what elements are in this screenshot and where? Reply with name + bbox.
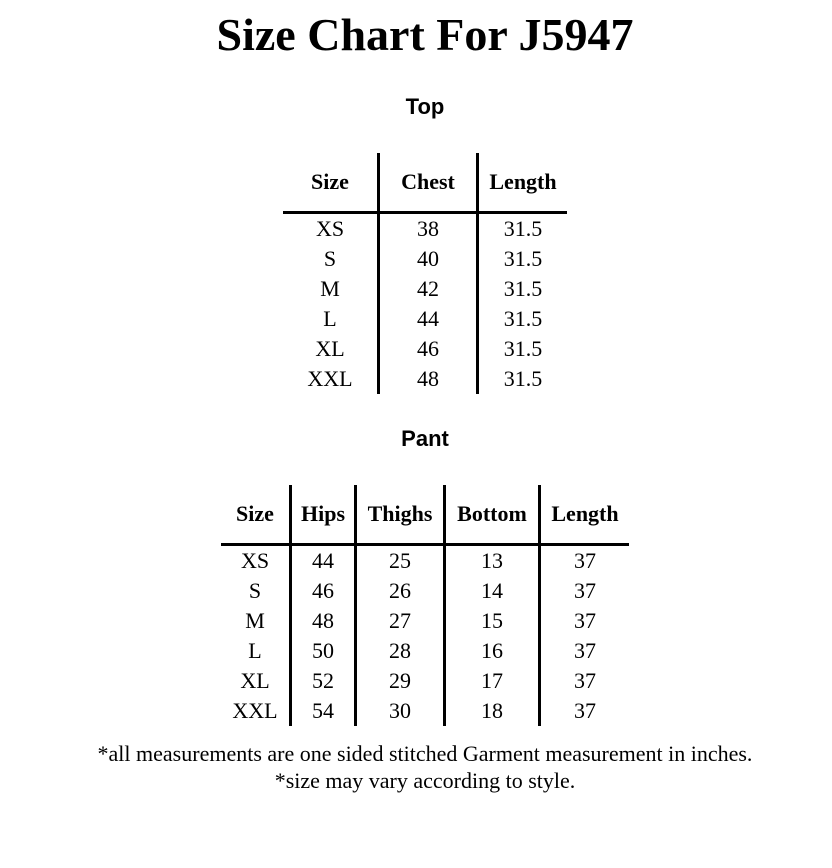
table-row xyxy=(221,666,629,696)
size-variance-footnote: *size may vary according to style. xyxy=(274,768,576,793)
table-cell: 44 xyxy=(291,545,356,577)
table-cell: 29 xyxy=(356,666,445,696)
table-cell: 48 xyxy=(291,606,356,636)
table-cell: 18 xyxy=(445,696,540,726)
table-cell: 13 xyxy=(445,545,540,577)
table-cell: 37 xyxy=(540,545,630,577)
table-cell: XS xyxy=(240,548,270,573)
table-cell: 30 xyxy=(356,696,445,726)
table-cell: M xyxy=(245,608,265,633)
pant-size-table xyxy=(221,485,629,726)
table-row xyxy=(221,636,629,666)
top-size-table xyxy=(283,153,567,394)
column-header-bottom: Bottom xyxy=(445,485,540,545)
table-row xyxy=(283,304,567,334)
table-cell: XL xyxy=(240,668,270,693)
table-cell: 26 xyxy=(356,576,445,606)
table-cell: 14 xyxy=(445,576,540,606)
table-cell: 50 xyxy=(291,636,356,666)
table-cell: 37 xyxy=(540,666,630,696)
table-cell: 31.5 xyxy=(478,364,568,394)
table-cell: 31.5 xyxy=(478,213,568,245)
table-header-row xyxy=(221,485,629,545)
column-header-size: Size xyxy=(221,485,291,545)
table-cell: 42 xyxy=(379,274,478,304)
table-cell: 46 xyxy=(291,576,356,606)
column-header-length: Length xyxy=(540,485,630,545)
table-cell: 37 xyxy=(540,606,630,636)
table-cell: 31.5 xyxy=(478,274,568,304)
table-cell: XL xyxy=(315,336,345,361)
column-header-hips: Hips xyxy=(291,485,356,545)
table-cell: 17 xyxy=(445,666,540,696)
table-cell: S xyxy=(248,578,262,603)
table-row xyxy=(221,606,629,636)
table-cell: 37 xyxy=(540,576,630,606)
column-header-length: Length xyxy=(478,153,568,213)
table-row xyxy=(221,545,629,577)
table-cell: L xyxy=(323,306,337,331)
table-row xyxy=(283,213,567,245)
table-cell: 37 xyxy=(540,636,630,666)
column-header-chest: Chest xyxy=(379,153,478,213)
table-row xyxy=(283,274,567,304)
measurement-footnote: *all measurements are one sided stitched Garment measurement in inches. xyxy=(97,741,753,766)
table-cell: S xyxy=(323,246,337,271)
table-cell: M xyxy=(320,276,340,301)
table-cell: 31.5 xyxy=(478,244,568,274)
table-cell: 38 xyxy=(379,213,478,245)
table-cell: 28 xyxy=(356,636,445,666)
table-cell: 48 xyxy=(379,364,478,394)
table-cell: 27 xyxy=(356,606,445,636)
table-cell: 25 xyxy=(356,545,445,577)
table-cell: L xyxy=(248,638,262,663)
column-header-thighs: Thighs xyxy=(356,485,445,545)
table-cell: 16 xyxy=(445,636,540,666)
top-section-heading: Top xyxy=(405,94,445,119)
table-cell: 15 xyxy=(445,606,540,636)
table-cell: 40 xyxy=(379,244,478,274)
table-cell: XS xyxy=(315,216,345,241)
pant-section-heading: Pant xyxy=(401,426,449,451)
table-row xyxy=(283,334,567,364)
table-cell: 31.5 xyxy=(478,334,568,364)
table-row xyxy=(283,244,567,274)
table-cell: XXL xyxy=(307,366,353,391)
table-row xyxy=(221,576,629,606)
column-header-size: Size xyxy=(283,153,379,213)
page-title: Size Chart For J5947 xyxy=(216,9,634,60)
table-cell: 54 xyxy=(291,696,356,726)
table-row xyxy=(283,364,567,394)
table-cell: 31.5 xyxy=(478,304,568,334)
table-cell: XXL xyxy=(232,698,278,723)
table-cell: 37 xyxy=(540,696,630,726)
table-row xyxy=(221,696,629,726)
table-cell: 46 xyxy=(379,334,478,364)
table-cell: 44 xyxy=(379,304,478,334)
table-cell: 52 xyxy=(291,666,356,696)
table-header-row xyxy=(283,153,567,213)
